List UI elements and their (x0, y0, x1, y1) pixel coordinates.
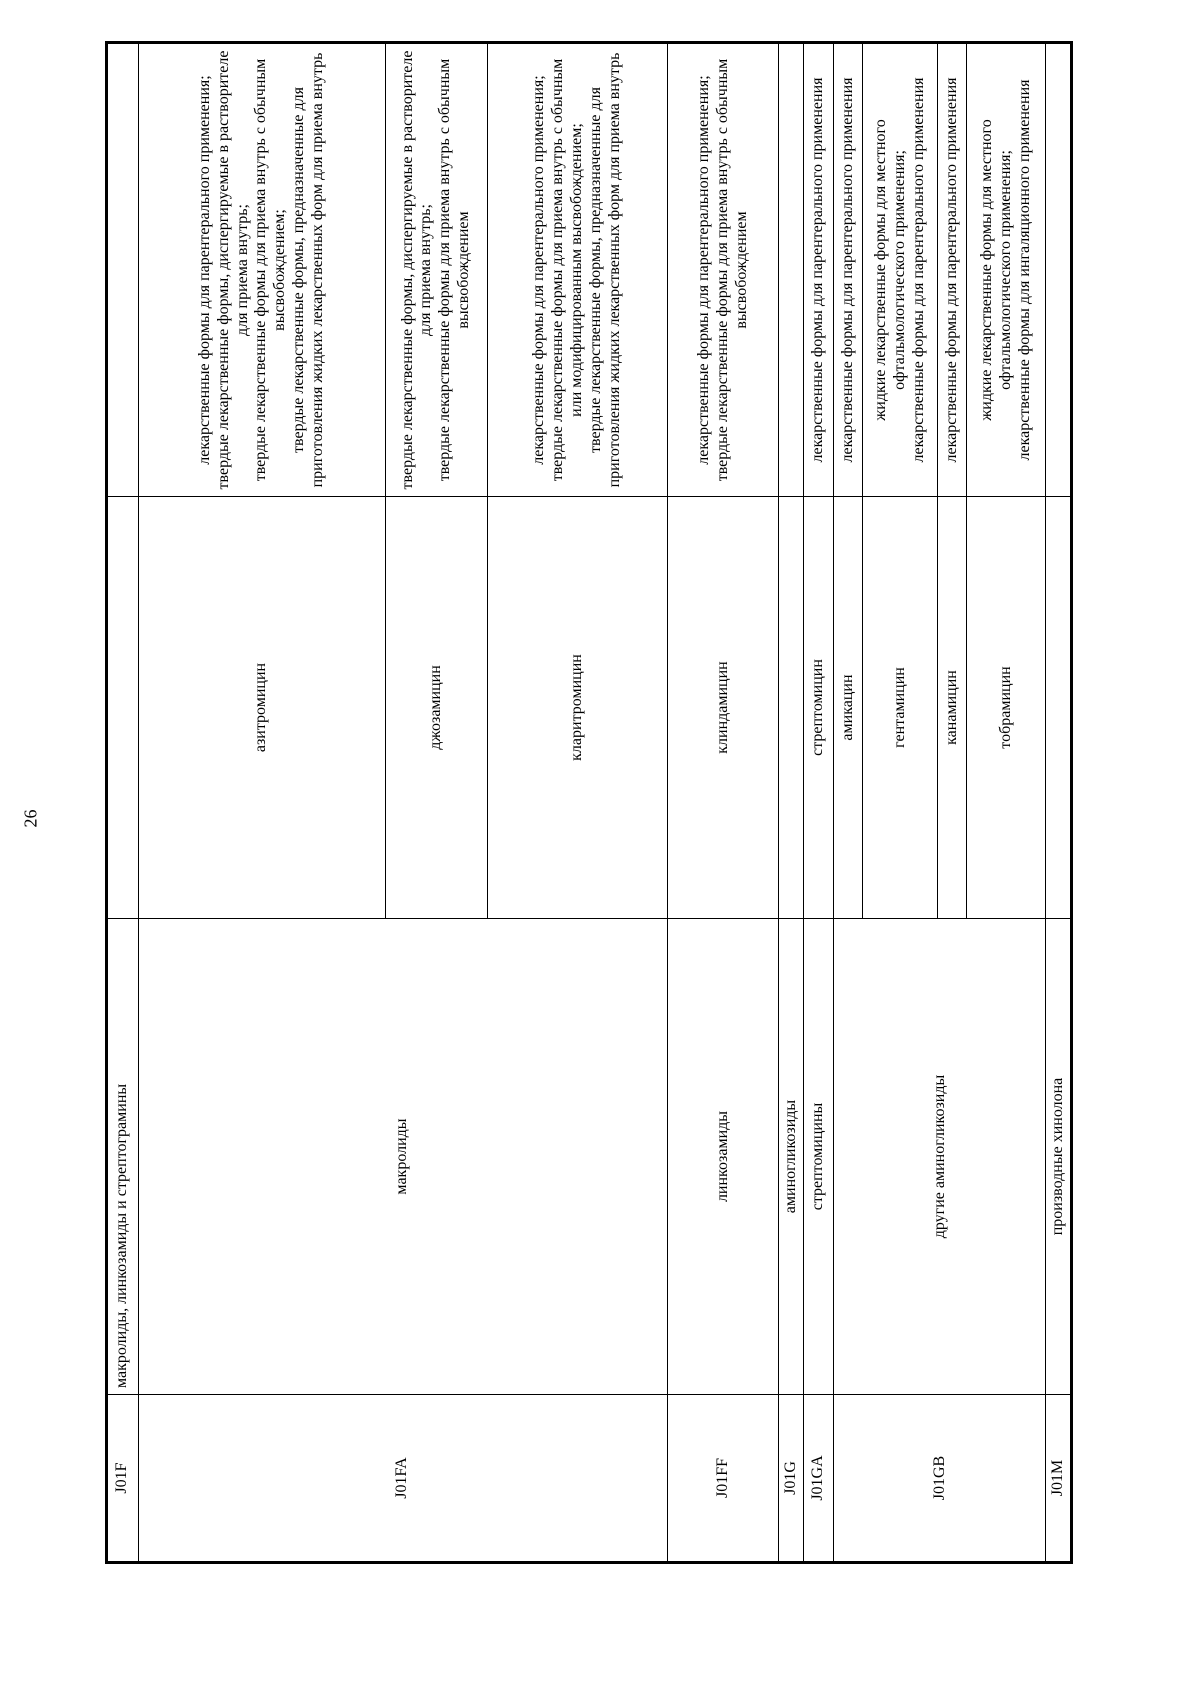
dosage-form: твердые лекарственные формы для приема внутрь с обычным высвобождением; (252, 58, 289, 482)
drug-classification-table (105, 41, 1073, 1564)
drug-name: тобрамицин (966, 497, 1046, 919)
drug-name (107, 497, 139, 919)
drug-name: стрептомицин (803, 497, 834, 919)
drug-name (1046, 497, 1072, 919)
group-name: стрептомицины (803, 919, 834, 1395)
drug-name: гентамицин (863, 497, 938, 919)
dosage-form: лекарственные формы для парентерального применения; (694, 75, 712, 465)
dosage-form: лекарственные формы для парентерального применения; (195, 75, 213, 465)
dosage-form: твердые лекарственные формы, диспергируемые в растворителе для приема внутрь; (398, 50, 435, 490)
dosage-forms (385, 43, 487, 497)
group-name: аминогликозиды (779, 919, 803, 1395)
dosage-form: твердые лекарственные формы, диспергируемые в растворителе для приема внутрь; (214, 50, 251, 490)
atc-code: J01F (107, 1395, 139, 1563)
group-name: производные хинолона (1046, 919, 1072, 1395)
dosage-forms: лекарственные формы для парентерального применения (803, 43, 834, 497)
table-row (803, 43, 834, 1563)
dosage-forms (138, 43, 385, 497)
atc-code: J01FF (667, 1395, 778, 1563)
table-row (107, 43, 139, 1563)
drug-name: канамицин (938, 497, 967, 919)
dosage-form: твердые лекарственные формы для приема внутрь с обычным высвобождением (436, 58, 473, 482)
drug-name (779, 497, 803, 919)
drug-name: джозамицин (385, 497, 487, 919)
table-row (667, 43, 778, 1563)
group-name: макролиды, линкозамиды и стрептограмины (107, 919, 139, 1395)
atc-code: J01G (779, 1395, 803, 1563)
table-row (138, 43, 385, 1563)
dosage-forms: лекарственные формы для парентерального применения (834, 43, 863, 497)
dosage-form: жидкие лекарственные формы для местного офтальмологического применения; (871, 119, 908, 421)
dosage-form: твердые лекарственные формы для приема внутрь с обычным или модифицированным высвобождением; (549, 58, 585, 482)
dosage-form: лекарственные формы для парентерального применения (909, 77, 927, 463)
table-row (779, 43, 803, 1563)
dosage-forms: лекарственные формы для парентерального применения (938, 43, 967, 497)
dosage-forms (779, 43, 803, 497)
dosage-form: лекарственные формы для парентерального применения; (530, 75, 548, 465)
drug-table-sheet (105, 44, 1073, 1564)
dosage-form: жидкие лекарственные формы для местного офтальмологического применения; (977, 119, 1014, 421)
table-row (834, 43, 863, 1563)
atc-code: J01GB (834, 1395, 1046, 1563)
dosage-forms (667, 43, 778, 497)
dosage-form: твердые лекарственные формы, предназначенные для приготовления жидких лекарственных форм для приема внутрь (290, 52, 327, 488)
atc-code: J01FA (138, 1395, 667, 1563)
page-number: 26 (20, 809, 41, 828)
group-name: линкозамиды (667, 919, 778, 1395)
group-name: макролиды (138, 919, 667, 1395)
dosage-form: лекарственные формы для ингаляционного применения (1015, 79, 1033, 461)
dosage-form: твердые лекарственные формы для приема внутрь с обычным высвобождением (713, 58, 750, 482)
atc-code: J01GA (803, 1395, 834, 1563)
dosage-forms (487, 43, 667, 497)
dosage-forms (966, 43, 1046, 497)
dosage-forms (107, 43, 139, 497)
dosage-form: твердые лекарственные формы, предназначенные для приготовления жидких лекарственных форм для приема внутрь (586, 52, 623, 488)
atc-code: J01M (1046, 1395, 1072, 1563)
dosage-forms (863, 43, 938, 497)
dosage-forms (1046, 43, 1072, 497)
drug-name: азитромицин (138, 497, 385, 919)
drug-name: кларитромицин (487, 497, 667, 919)
drug-name: клиндамицин (667, 497, 778, 919)
drug-name: амикацин (834, 497, 863, 919)
group-name: другие аминогликозиды (834, 919, 1046, 1395)
table-row (1046, 43, 1072, 1563)
